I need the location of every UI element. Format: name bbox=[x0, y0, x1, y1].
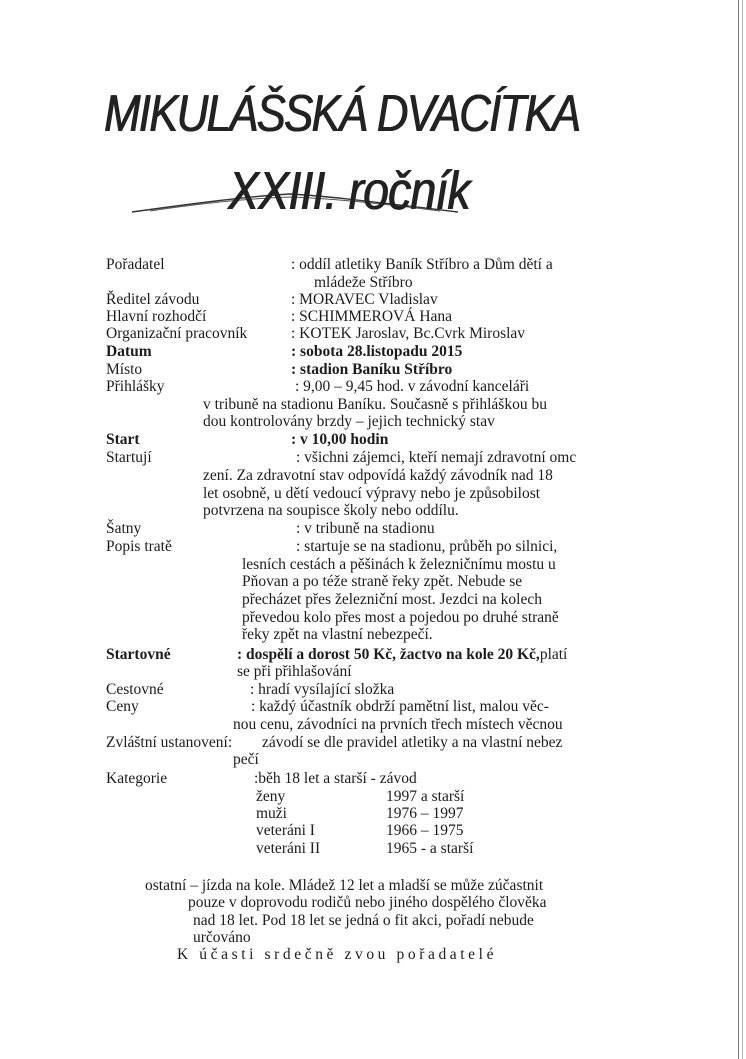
value-reditel: : MORAVEC Vladislav bbox=[291, 291, 438, 308]
label-datum: Datum bbox=[106, 343, 152, 360]
label-misto: Místo bbox=[106, 361, 143, 378]
label-hlavni-rozhodci: Hlavní rozhodčí bbox=[106, 308, 207, 325]
label-satny: Šatny bbox=[106, 520, 142, 537]
value-popis-trate-cont: lesních cestách a pěšinách k železničnímu mostu u bbox=[242, 556, 556, 573]
value-zvlastni-ustanoveni-cont: pečí bbox=[233, 751, 259, 768]
value-popis-trate-cont: přecházet přes železniční most. Jezdci na kolech bbox=[242, 591, 542, 608]
label-prihlasky: Přihlášky bbox=[106, 378, 165, 395]
value-hlavni-rozhodci: : SCHIMMEROVÁ Hana bbox=[291, 308, 453, 325]
value-misto: : stadion Baníku Stříbro bbox=[291, 361, 453, 378]
value-popis-trate-cont: Pňovan a po téže straně řeky zpět. Nebude se bbox=[242, 573, 523, 590]
label-kategorie: Kategorie bbox=[106, 770, 168, 787]
other-text-line: pouze v doprovodu rodičů nebo jiného dospělého člověka bbox=[188, 894, 547, 911]
other-text-line: ostatní – jízda na kole. Mládež 12 let a mladší se může zúčastnit bbox=[145, 877, 544, 894]
value-cestovne: : hradí vysílající složka bbox=[250, 681, 395, 698]
label-startovne: Startovné bbox=[106, 646, 171, 663]
document-title: MIKULÁŠSKÁ DVACÍTKA bbox=[104, 85, 580, 143]
category-years: 1965 - a starší bbox=[386, 840, 474, 857]
category-name: veteráni II bbox=[256, 840, 321, 857]
value-start: : v 10,00 hodin bbox=[291, 431, 389, 448]
label-cestovne: Cestovné bbox=[106, 681, 164, 698]
value-organizacni: : KOTEK Jaroslav, Bc.Cvrk Miroslav bbox=[291, 325, 526, 342]
label-start: Start bbox=[106, 431, 140, 448]
label-popis-trate: Popis tratě bbox=[106, 538, 172, 555]
category-years: 1997 a starší bbox=[386, 788, 465, 805]
label-reditel: Ředitel závodu bbox=[106, 291, 200, 308]
value-poradatel: : oddíl atletiky Baník Stříbro a Dům dětí a bbox=[291, 256, 553, 273]
page-edge-line bbox=[742, 0, 743, 1059]
value-ceny-cont: nou cenu, závodníci na prvních třech místech věcnou bbox=[233, 716, 563, 733]
label-startuji: Startují bbox=[106, 449, 152, 466]
value-datum: : sobota 28.listopadu 2015 bbox=[291, 343, 463, 360]
label-poradatel: Pořadatel bbox=[106, 256, 165, 273]
closing-invitation: K účasti srdečně zvou pořadatelé bbox=[177, 946, 498, 963]
category-name: veteráni I bbox=[256, 822, 315, 839]
value-startuji: : všichni zájemci, kteří nemají zdravotní omc bbox=[296, 449, 577, 466]
category-name: muži bbox=[256, 805, 287, 822]
value-satny: : v tribuně na stadionu bbox=[296, 520, 435, 537]
value-ceny: : každý účastník obdrží pamětní list, malou věc- bbox=[251, 698, 549, 715]
value-startuji-cont: let osobně, u dětí vedoucí výpravy nebo je způsobilost bbox=[203, 485, 541, 502]
label-zvlastni-ustanoveni: Zvláštní ustanovení: bbox=[106, 734, 233, 751]
category-years: 1976 – 1997 bbox=[386, 805, 464, 822]
value-startuji-cont: zení. Za zdravotní stav odpovídá každý závodník nad 18 bbox=[203, 467, 553, 484]
category-name: ženy bbox=[256, 788, 286, 805]
value-poradatel-cont: mládeže Stříbro bbox=[314, 274, 413, 291]
value-popis-trate-cont: řeky zpět na vlastní nebezpečí. bbox=[242, 626, 433, 643]
value-prihlasky-cont: dou kontrolovány brzdy – jejich technický stav bbox=[203, 413, 495, 430]
category-years: 1966 – 1975 bbox=[386, 822, 464, 839]
value-startuji-cont: potvrzena na soupisce školy nebo oddílu. bbox=[203, 502, 459, 519]
value-popis-trate: : startuje se na stadionu, průběh po silnici, bbox=[296, 538, 558, 555]
value-startovne-cont: se při přihlašování bbox=[237, 663, 352, 680]
edition-title: XXIII. ročník bbox=[228, 161, 470, 221]
value-prihlasky-cont: v tribuně na stadionu Baníku. Současně s přihláškou bu bbox=[203, 396, 547, 413]
label-organizacni: Organizační pracovník bbox=[106, 325, 248, 342]
value-kategorie: :běh 18 let a starší - závod bbox=[254, 770, 417, 787]
label-ceny: Ceny bbox=[106, 698, 139, 715]
value-startovne bbox=[237, 646, 567, 664]
value-zvlastni-ustanoveni: závodí se dle pravidel atletiky a na vlastní nebez bbox=[262, 734, 563, 751]
page-edge-line bbox=[738, 0, 739, 1059]
value-prihlasky: : 9,00 – 9,45 hod. v závodní kanceláři bbox=[295, 378, 530, 395]
value-startovne-main: : dospělí a dorost 50 Kč, žactvo na kole 20 Kč, bbox=[237, 646, 540, 663]
other-text-line: určováno bbox=[193, 929, 251, 946]
value-startovne-tail: platí bbox=[539, 646, 568, 663]
value-popis-trate-cont: převedou kolo přes most a pojedou po druhé straně bbox=[242, 609, 559, 626]
other-text-line: nad 18 let. Pod 18 let se jedná o fit akci, pořadí nebude bbox=[193, 912, 534, 929]
